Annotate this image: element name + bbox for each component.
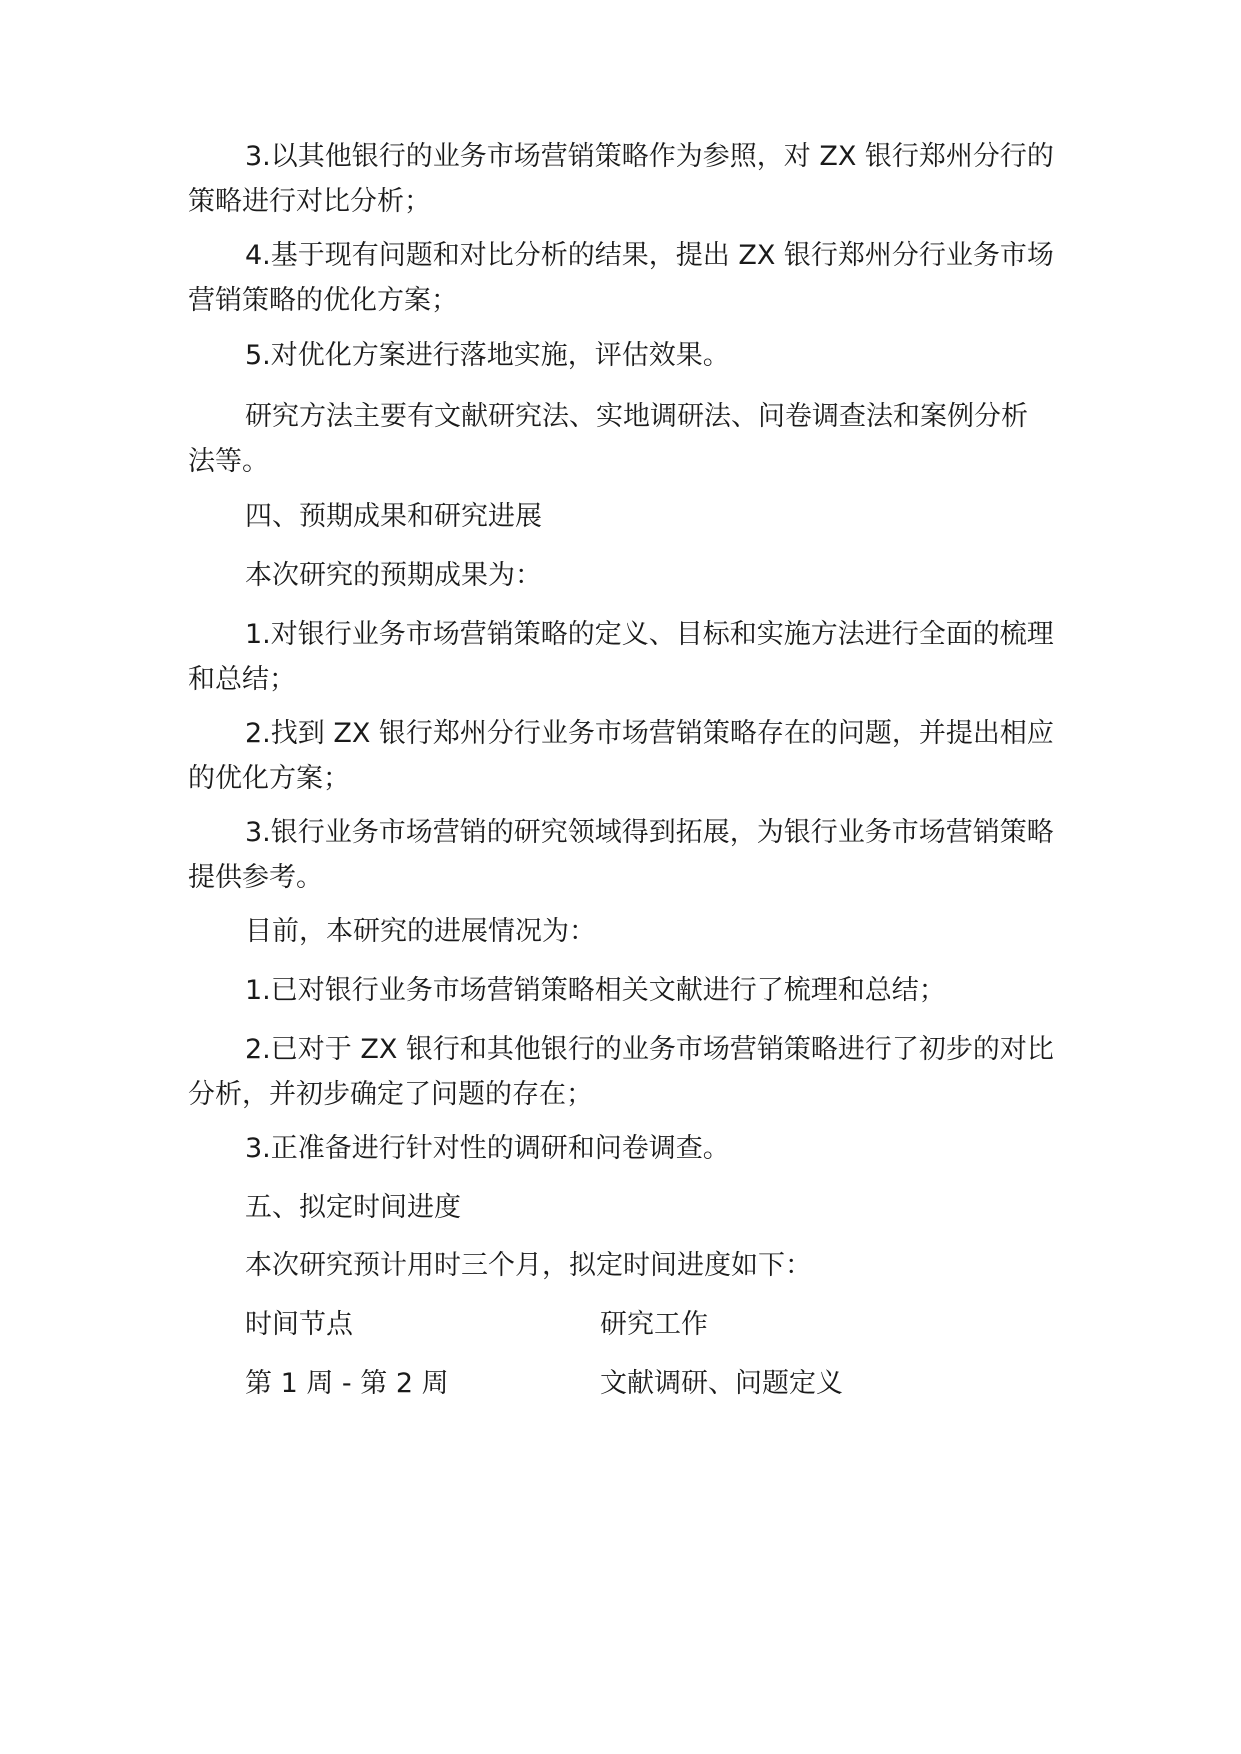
schedule-header-row [188, 1302, 1054, 1347]
paragraph: 4.基于现有问题和对比分析的结果，提出 ZX 银行郑州分行业务市场营销策略的优化方案； [188, 240, 1054, 316]
paragraph: 目前，本研究的进展情况为： [245, 916, 596, 947]
paragraph: 3.以其他银行的业务市场营销策略作为参照，对 ZX 银行郑州分行的策略进行对比分析； [188, 141, 1054, 217]
section-heading: 五、拟定时间进度 [245, 1192, 461, 1223]
list-item: 1.对银行业务市场营销策略的定义、目标和实施方法进行全面的梳理和总结； [188, 619, 1054, 695]
paragraph: 5.对优化方案进行落地实施，评估效果。 [245, 340, 730, 371]
list-item: 1.已对银行业务市场营销策略相关文献进行了梳理和总结； [245, 975, 946, 1006]
paragraph: 研究方法主要有文献研究法、实地调研法、问卷调查法和案例分析法等。 [188, 401, 1028, 477]
paragraph: 本次研究预计用时三个月，拟定时间进度如下： [245, 1250, 812, 1281]
list-item: 3.正准备进行针对性的调研和问卷调查。 [245, 1133, 730, 1164]
schedule-time-cell: 第 1 周 - 第 2 周 [245, 1368, 449, 1399]
list-item: 2.找到 ZX 银行郑州分行业务市场营销策略存在的问题，并提出相应的优化方案； [188, 718, 1054, 794]
schedule-work-cell: 文献调研、问题定义 [600, 1368, 843, 1399]
schedule-row [188, 1361, 1054, 1406]
schedule-header-time: 时间节点 [245, 1309, 353, 1340]
paragraph: 本次研究的预期成果为： [245, 560, 542, 591]
section-heading: 四、预期成果和研究进展 [245, 501, 542, 532]
list-item: 3.银行业务市场营销的研究领域得到拓展，为银行业务市场营销策略提供参考。 [188, 817, 1054, 893]
schedule-header-work: 研究工作 [600, 1309, 708, 1340]
list-item: 2.已对于 ZX 银行和其他银行的业务市场营销策略进行了初步的对比分析，并初步确定了问题的存在； [188, 1034, 1054, 1110]
